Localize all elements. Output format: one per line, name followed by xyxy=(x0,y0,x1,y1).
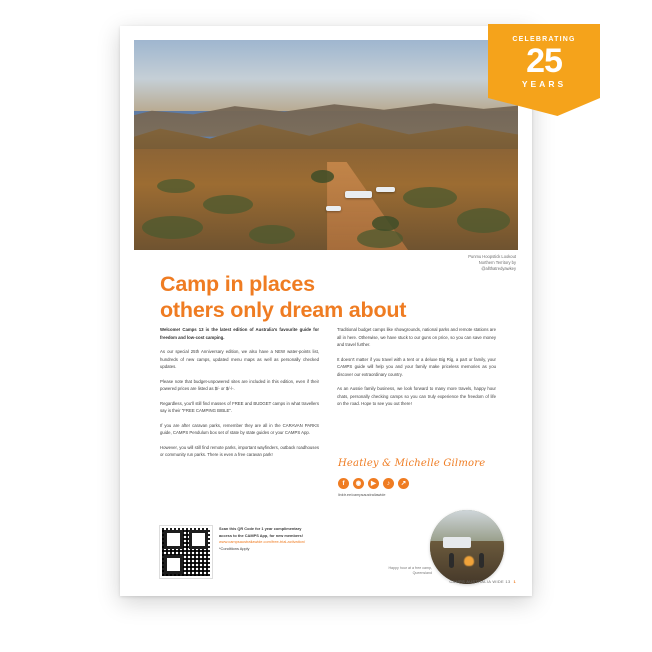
social-handle[interactable]: linktr.ee/campsaustraliawide xyxy=(338,493,386,497)
qr-code[interactable] xyxy=(160,526,212,578)
body-columns xyxy=(160,326,496,466)
hero-caption-line2: Northern Territory by xyxy=(478,260,516,266)
page-title xyxy=(160,272,500,324)
anniversary-badge xyxy=(488,24,600,124)
youtube-icon[interactable]: ▶ xyxy=(368,478,379,489)
left-column xyxy=(160,326,319,466)
paragraph: It doesn't matter if you travel with a tent or a deluxe Big Rig, a part or family, your CAMPS guide will help you and your family make priceless memories as you discover our extraordinary country. xyxy=(337,356,496,377)
headline-line-2: others only dream about xyxy=(160,297,407,322)
hero-caption-line3: @allthatredyawkey xyxy=(481,266,516,272)
circular-photo xyxy=(430,510,504,584)
headline-line-1: Camp in places xyxy=(160,272,315,296)
hero-tree xyxy=(311,170,334,183)
hero-caption-line1: Punmu Hoopstick Lookout xyxy=(468,254,516,259)
qr-block xyxy=(160,526,315,578)
badge-bottom-label: YEARS xyxy=(521,78,567,89)
paragraph: As an Aussie family business, we look forward to many more travels, happy hour chats, personally checking camps so you can truly experience the freedom of life on the road. Hope to see you out there! xyxy=(337,386,496,407)
instagram-icon[interactable]: ◉ xyxy=(353,478,364,489)
qr-url[interactable]: www.campsaustraliawide.com/free-trial-activation/ xyxy=(219,539,306,545)
hero-caravan xyxy=(326,206,341,211)
qr-heading: Scan this QR Code for 1 year complimentary access to the CAMPS App, for new members! xyxy=(219,526,303,538)
signature-text: Heatley & Michelle Gilmore xyxy=(338,458,486,469)
circle-photo-caravan xyxy=(443,537,471,549)
footer-title: CAMPS AUSTRALIA WIDE 13 xyxy=(449,579,511,584)
hero-caravan xyxy=(376,187,395,192)
badge-number: 25 xyxy=(526,42,562,80)
badge-top-label: CELEBRATING xyxy=(512,36,576,43)
circle-photo-campfire xyxy=(464,556,474,566)
right-column xyxy=(337,326,496,466)
hero-sky xyxy=(134,40,518,111)
hero-scrub xyxy=(249,225,295,244)
page-content xyxy=(120,26,532,596)
qr-note: *Conditions Apply xyxy=(219,545,250,551)
footer xyxy=(449,579,516,584)
hero-tree xyxy=(372,216,399,231)
facebook-icon[interactable]: f xyxy=(338,478,349,489)
tiktok-icon[interactable]: ♪ xyxy=(383,478,394,489)
circle-caption-line2: Queensland xyxy=(412,571,432,576)
hero-photo-caption xyxy=(396,254,516,272)
circle-photo-person xyxy=(479,553,484,568)
social-icon-row[interactable] xyxy=(338,478,409,489)
hero-scrub xyxy=(357,229,403,248)
hero-scrub xyxy=(403,187,457,208)
qr-text-block xyxy=(219,526,315,553)
paragraph: As our special 25th Anniversary edition, we also have a NEW water-points list, hundreds of new camps, updated menu maps as well as personally checked updates. xyxy=(160,349,319,370)
circle-caption-line1: Happy hour at a free camp, xyxy=(388,566,432,570)
paragraph: Welcome! Camps 13 is the latest edition of Australia's favourite guide for freedom and low-cost camping. xyxy=(160,327,319,340)
circle-photo-caption xyxy=(362,566,432,577)
magazine-page xyxy=(120,26,576,596)
link-icon[interactable]: ↗ xyxy=(398,478,409,489)
paragraph: Traditional budget camps like showgrounds, national parks and remote stations are all in here. Otherwise, we have stuck to our guns on price, so you can save money and travel further. xyxy=(337,327,496,348)
badge-text xyxy=(488,24,600,124)
paragraph: Please note that budget-unpowered sites are included in this edition, even if their powered prices are listed as $/- or $/-/-. xyxy=(160,378,319,392)
circle-photo-person xyxy=(449,553,454,568)
hero-photo xyxy=(134,40,518,250)
page-number: 1 xyxy=(513,579,516,584)
paragraph: If you are after caravan parks, remember they are all in the CARAVAN PARKS guide, CAMPS Pendulum box set of state by state guides or your CAMPS App. xyxy=(160,422,319,436)
hero-caravan xyxy=(345,191,372,198)
paragraph: Regardless, you'll still find masses of FREE and BUDGET camps in what travellers say is their "FREE CAMPING BIBLE". xyxy=(160,400,319,414)
paragraph: However, you will still find remote parks, important wayfinders, outback roadhouses or community run parks. There is even a free caravan park! xyxy=(160,444,319,458)
